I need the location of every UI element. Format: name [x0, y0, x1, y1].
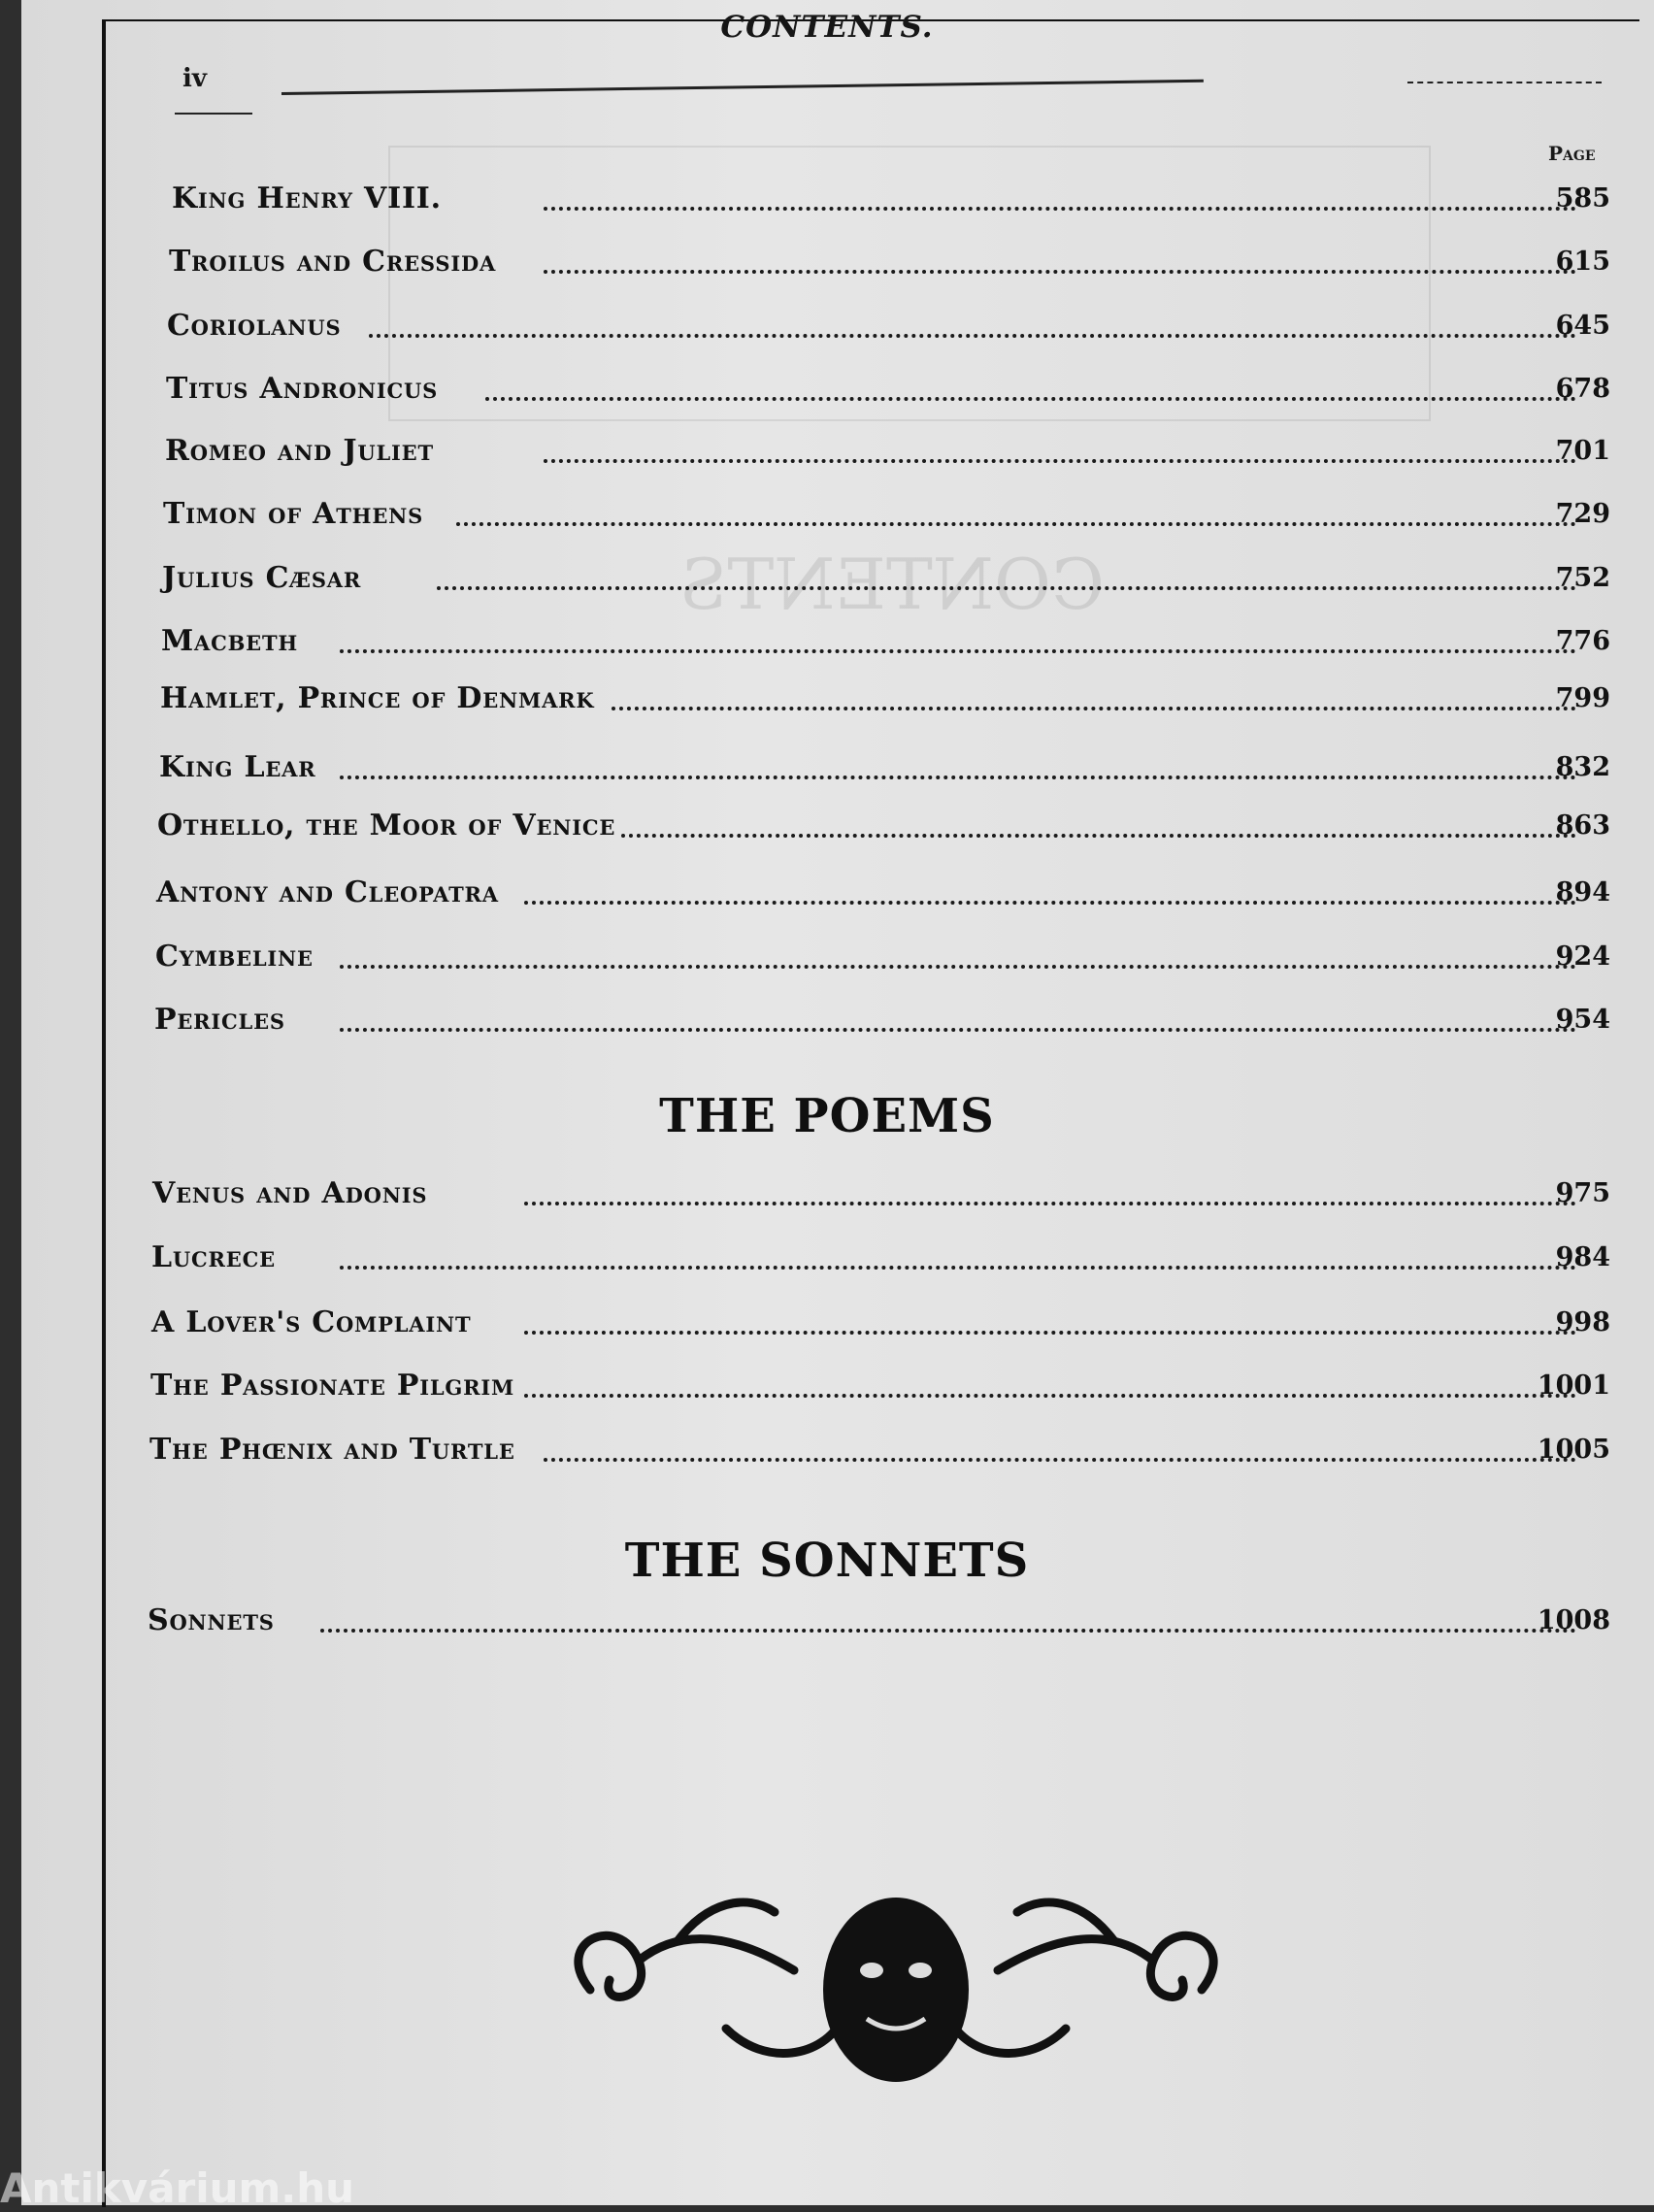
dot-leader: [369, 314, 1576, 338]
entry-page: 799: [1555, 683, 1610, 713]
entry-page: 832: [1555, 752, 1610, 782]
toc-entry: [0, 875, 1654, 918]
entry-title: Troilus and Cressida: [169, 245, 497, 279]
dot-leader: [340, 945, 1576, 969]
toc-entry: [0, 497, 1654, 540]
toc-entry: [0, 940, 1654, 982]
toc-entry: [0, 372, 1654, 414]
toc-entry: [0, 434, 1654, 477]
entry-page: 615: [1555, 247, 1610, 277]
toc-entry: [0, 624, 1654, 667]
dot-leader: [544, 187, 1576, 211]
entry-title: Timon of Athens: [163, 497, 424, 531]
dot-leader: [621, 814, 1576, 838]
decorative-tailpiece: [532, 1883, 1260, 2096]
entry-title: Antony and Cleopatra: [156, 875, 499, 909]
entry-page: 954: [1555, 1005, 1610, 1035]
grotesque-mask-icon: [823, 1898, 969, 2082]
entry-title: Romeo and Juliet: [165, 434, 434, 468]
toc-entry: [0, 245, 1654, 287]
dot-leader: [524, 1311, 1576, 1335]
entry-title: King Lear: [159, 750, 316, 784]
toc-entry: [0, 1176, 1654, 1219]
entry-page: 1005: [1537, 1435, 1610, 1465]
entry-page: 924: [1555, 941, 1610, 972]
dot-leader: [320, 1609, 1576, 1633]
dot-leader: [456, 503, 1576, 526]
dot-leader: [524, 1374, 1576, 1398]
toc-entry: [0, 681, 1654, 724]
entry-title: Pericles: [154, 1003, 285, 1037]
show-through-text: CONTENTS: [679, 544, 1106, 625]
toc-entry: [0, 561, 1654, 604]
toc-entry: [0, 1369, 1654, 1411]
entry-title: Coriolanus: [167, 309, 342, 343]
running-title: CONTENTS.: [720, 10, 934, 45]
dot-leader: [524, 1182, 1576, 1205]
page-column-label: Page: [1548, 142, 1596, 165]
toc-entry: [0, 1003, 1654, 1045]
entry-title: Othello, the Moor of Venice: [157, 809, 616, 842]
entry-page: 998: [1555, 1307, 1610, 1337]
dot-leader: [612, 687, 1576, 710]
entry-page: 863: [1555, 810, 1610, 841]
toc-entry: [0, 1603, 1654, 1646]
dot-leader: [340, 756, 1576, 779]
dot-leader: [544, 1438, 1576, 1462]
entry-title: Macbeth: [161, 624, 299, 658]
entry-page: 1008: [1537, 1605, 1610, 1635]
toc-entry: [0, 182, 1654, 224]
entry-page: 645: [1555, 311, 1610, 341]
entry-title: Lucrece: [151, 1240, 276, 1274]
section-heading-sonnets: THE SONNETS: [624, 1534, 1030, 1588]
dot-leader: [544, 440, 1576, 463]
watermark: Antikvárium.hu: [0, 2164, 355, 2212]
entry-title: Julius Cæsar: [162, 561, 362, 595]
entry-title: King Henry VIII.: [172, 182, 442, 215]
toc-entry: [0, 1305, 1654, 1348]
dot-leader: [340, 1008, 1576, 1032]
entry-page: 1001: [1537, 1370, 1610, 1401]
page-number: iv: [182, 64, 207, 93]
dot-leader: [524, 881, 1576, 905]
entry-page: 678: [1555, 374, 1610, 404]
entry-page: 752: [1555, 563, 1610, 593]
toc-entry: [0, 309, 1654, 351]
entry-page: 894: [1555, 877, 1610, 908]
toc-entry: [0, 809, 1654, 851]
entry-title: Cymbeline: [155, 940, 314, 974]
dot-leader: [340, 1246, 1576, 1270]
right-scroll-icon: [1150, 1935, 1213, 1997]
entry-page: 585: [1555, 183, 1610, 214]
section-heading-poems: THE POEMS: [659, 1089, 995, 1143]
entry-page: 975: [1555, 1178, 1610, 1208]
entry-title: Sonnets: [148, 1603, 275, 1637]
toc-entry: [0, 750, 1654, 793]
entry-page: 729: [1555, 499, 1610, 529]
entry-title: The Phœnix and Turtle: [149, 1433, 515, 1467]
entry-page: 701: [1555, 436, 1610, 466]
toc-entry: [0, 1240, 1654, 1283]
dot-leader: [544, 250, 1576, 274]
entry-title: A Lover's Complaint: [151, 1305, 472, 1339]
entry-title: Venus and Adonis: [152, 1176, 428, 1210]
dot-leader: [340, 630, 1576, 653]
toc-entry: [0, 1433, 1654, 1475]
entry-title: Hamlet, Prince of Denmark: [160, 681, 595, 715]
dot-leader: [485, 378, 1576, 401]
left-scroll-icon: [579, 1935, 642, 1997]
entry-title: Titus Andronicus: [166, 372, 439, 406]
entry-page: 984: [1555, 1242, 1610, 1272]
entry-page: 776: [1555, 626, 1610, 656]
dot-leader: [437, 567, 1576, 590]
entry-title: The Passionate Pilgrim: [150, 1369, 515, 1403]
